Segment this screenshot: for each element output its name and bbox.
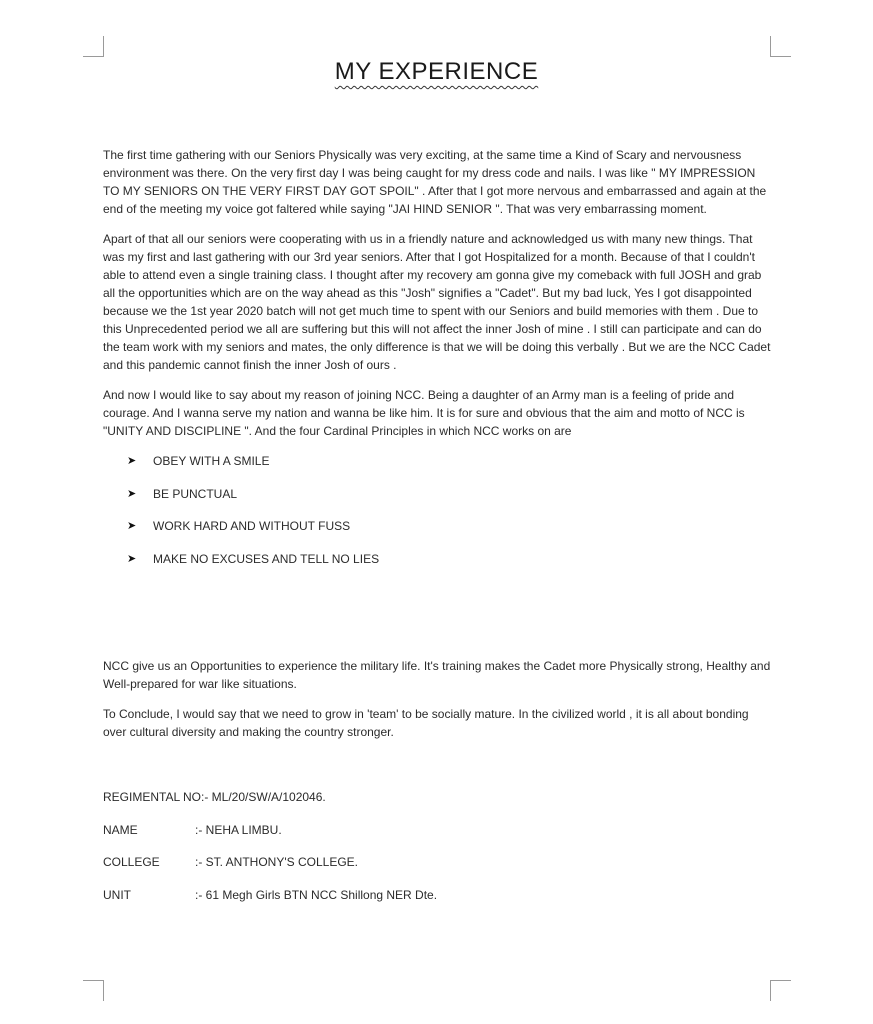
page-corner-mark-bottom-left — [83, 980, 104, 1001]
unit-label: UNIT — [103, 887, 131, 902]
list-item — [127, 550, 773, 583]
list-item-text: OBEY WITH A SMILE — [153, 454, 270, 468]
college-value: :- ST. ANTHONY'S COLLEGE. — [195, 855, 358, 869]
page-corner-mark-top-right — [770, 36, 791, 57]
name-label: NAME — [103, 822, 138, 837]
document-title-text: MY EXPERIENCE — [334, 58, 539, 85]
body-section — [103, 146, 773, 582]
arrow-bullet-icon: ➤ — [127, 552, 137, 565]
college-label: COLLEGE — [103, 855, 160, 869]
arrow-bullet-icon: ➤ — [127, 455, 137, 467]
regimental-number: REGIMENTAL NO:- ML/20/SW/A/102046. — [103, 790, 326, 804]
page-corner-mark-top-left — [83, 36, 104, 57]
list-item-text: MAKE NO EXCUSES AND TELL NO LIES — [153, 551, 380, 566]
list-item — [127, 452, 773, 485]
detail-row-name — [103, 823, 437, 856]
list-item — [127, 517, 773, 550]
detail-row-college — [103, 855, 437, 888]
paragraph-first-gathering: The first time gathering with our Seniors Physically was very exciting, at the same time a Kind of Scary and nervousness environment was there. On the very first day I was being caught for my dress code and nails. I was like " MY IMPRESSION TO MY SENIORS ON THE VERY FIRST DAY GOT SPOIL" . After that I got more nervous and embarrassed and again at the end of the meeting my voice got faltered while saying "JAI HIND SENIOR ". That was very embarrassing moment. — [103, 148, 767, 216]
document-title — [0, 58, 873, 86]
arrow-bullet-icon: ➤ — [127, 520, 137, 532]
paragraph-conclusion: To Conclude, I would say that we need to grow in 'team' to be socially mature. In the civilized world , it is all about bonding over cultural diversity and making the country stronger. — [103, 707, 749, 739]
cardinal-principles-list — [103, 452, 773, 582]
name-value: :- NEHA LIMBU. — [195, 822, 282, 837]
arrow-bullet-icon: ➤ — [127, 487, 137, 500]
list-item-text: BE PUNCTUAL — [153, 486, 238, 501]
paragraph-seniors-cooperation: Apart of that all our seniors were cooperating with us in a friendly nature and acknowledged us with many new things. That was my first and last gathering with our 3rd year seniors. After that I got Hospitalized for a month. Because of that I couldn't able to attend even a single training class. I thought after my recovery am gonna give my comeback with full JOSH and grab all the opportunities which are on the way ahead as this "Josh" signifies a "Cadet". But my bad luck, Yes I got disappointed because we the 1st year 2020 batch will not get much time to spent with our Seniors and build memories with them . Due to this Unprecedented period we all are suffering but this will not affect the inner Josh of mine . I still can participate and can do the team work with my seniors and mates, the only difference is that we will be doing this verbally . But we are the NCC Cadet and this pandemic cannot finish the inner Josh of ours . — [103, 232, 771, 372]
cadet-details — [103, 790, 437, 920]
list-item — [127, 485, 773, 518]
detail-row-regimental-no — [103, 790, 437, 823]
list-item-text: WORK HARD AND WITHOUT FUSS — [153, 519, 351, 533]
page-corner-mark-bottom-right — [770, 980, 791, 1001]
unit-value: :- 61 Megh Girls BTN NCC Shillong NER Dte. — [195, 887, 438, 902]
closing-section — [103, 657, 773, 753]
paragraph-ncc-opportunities: NCC give us an Opportunities to experience the military life. It's training makes the Cadet more Physically strong, Healthy and Well-prepared for war like situations. — [103, 659, 771, 691]
paragraph-reason-joining: And now I would like to say about my reason of joining NCC. Being a daughter of an Army man is a feeling of pride and courage. And I wanna serve my nation and wanna be like him. It is for sure and obvious that the aim and motto of NCC is "UNITY AND DISCIPLINE ". And the four Cardinal Principles in which NCC works on are — [103, 388, 745, 438]
detail-row-unit — [103, 888, 437, 921]
